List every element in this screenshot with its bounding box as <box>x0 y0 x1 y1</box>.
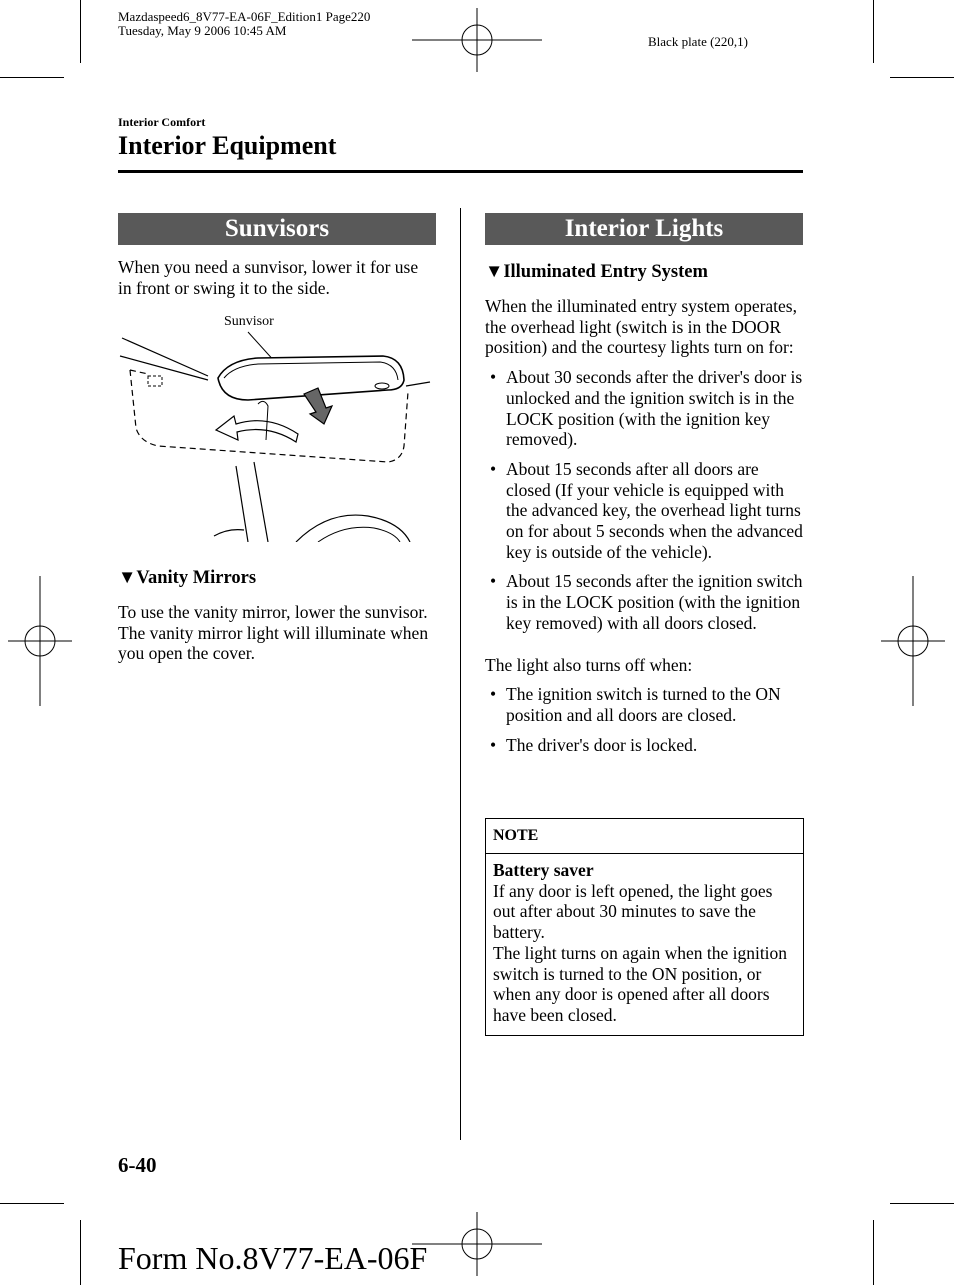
sunvisors-text: When you need a sunvisor, lower it for use in front or swing it to the side. <box>118 257 419 298</box>
title-rule <box>118 170 803 173</box>
triangle-marker-icon: ▼ <box>118 568 137 588</box>
page-number: 6-40 <box>118 1153 157 1177</box>
sunvisors-heading: Sunvisors <box>118 213 436 245</box>
interior-lights-heading: Interior Lights <box>485 213 803 245</box>
off-conditions-list <box>485 684 805 755</box>
vanity-text <box>118 602 436 664</box>
on-conditions-list <box>485 367 805 633</box>
note-body <box>486 854 803 1026</box>
vanity-heading-label: Vanity Mirrors <box>136 568 257 588</box>
list-item: • About 15 seconds after all doors are closed (If your vehicle is equipped with the advanced key, the overhead light turns on for about 5 seconds when the advanced key is outside of the vehicle). <box>485 459 805 563</box>
registration-mark-right <box>881 576 945 706</box>
sunvisor-illustration <box>118 310 436 542</box>
registration-mark-top <box>412 8 542 72</box>
illuminated-entry-heading <box>485 261 708 283</box>
registration-mark-left <box>8 576 72 706</box>
off-intro-text: The light also turns off when: <box>485 654 693 675</box>
vanity-line-1: To use the vanity mirror, lower the sunvisor. <box>118 602 428 622</box>
print-file-line: Mazdaspeed6_8V77-EA-06F_Edition1 Page220 <box>118 9 371 24</box>
chapter-label: Interior Comfort <box>118 115 206 129</box>
note-line-2: The light turns on again when the ignition switch is turned to the ON position, or when any door is opened after all doors have been closed. <box>493 942 788 1025</box>
column-divider <box>460 208 461 1140</box>
list-item: • About 15 seconds after the ignition switch is in the LOCK position (with the ignition key removed) with all doors closed. <box>485 571 805 633</box>
right-body <box>485 296 805 764</box>
form-number: Form No.8V77-EA-06F <box>118 1240 428 1276</box>
note-title: Battery saver <box>493 860 594 880</box>
intro-text: When the illuminated entry system operates, the overhead light (switch is in the DOOR position) and the courtesy lights turn on for: <box>485 296 797 358</box>
list-item: • About 30 seconds after the driver's door is unlocked and the ignition switch is in the LOCK position (with the ignition key removed). <box>485 367 805 450</box>
vanity-line-2: The vanity mirror light will illuminate when you open the cover. <box>118 622 429 664</box>
note-line-1: If any door is left opened, the light goes out after about 30 minutes to save the battery. <box>493 880 773 943</box>
vanity-heading <box>118 567 256 589</box>
page-title: Interior Equipment <box>118 131 337 160</box>
registration-mark-bottom <box>412 1212 542 1276</box>
illuminated-entry-label: Illuminated Entry System <box>503 262 708 282</box>
list-item: • The driver's door is locked. <box>485 735 805 756</box>
triangle-marker-icon: ▼ <box>485 262 504 282</box>
print-plate: Black plate (220,1) <box>648 34 748 49</box>
note-label: NOTE <box>486 819 803 854</box>
sunvisor-figure <box>118 310 436 542</box>
print-date-line: Tuesday, May 9 2006 10:45 AM <box>118 23 287 38</box>
list-item: • The ignition switch is turned to the ON position and all doors are closed. <box>485 684 805 725</box>
sunvisor-figure-label: Sunvisor <box>224 314 274 329</box>
note-box <box>485 818 804 1036</box>
